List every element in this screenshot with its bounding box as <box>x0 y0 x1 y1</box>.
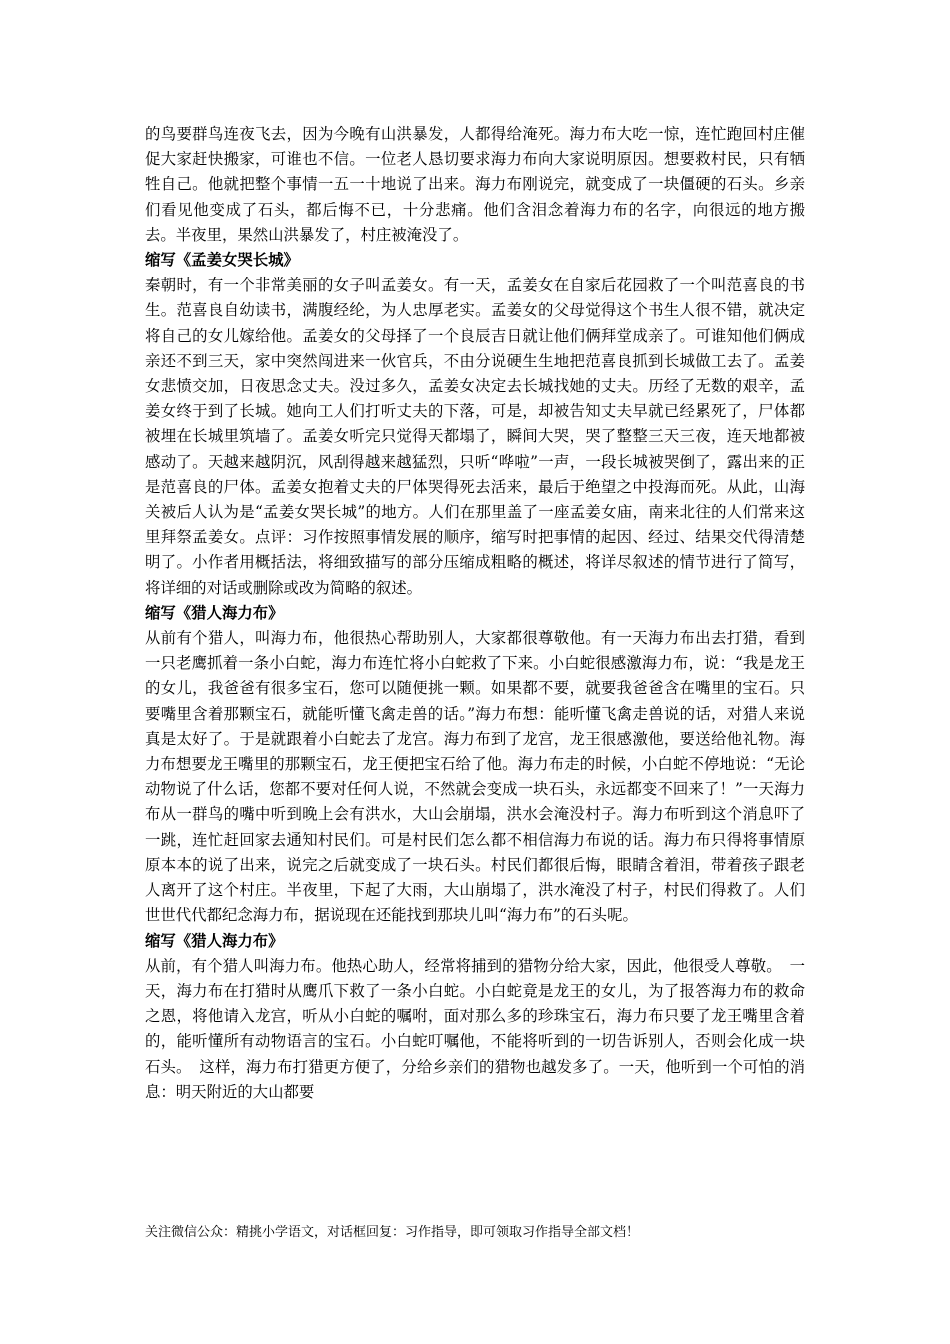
section-heading-hailibu-1: 缩写《猎人海力布》 <box>145 603 284 622</box>
section-heading-hailibu-2: 缩写《猎人海力布》 <box>145 931 284 950</box>
paragraph-hailibu-2: 从前，有个猎人叫海力布。他热心助人，经常将捕到的猎物分给大家，因此，他很受人尊敬。 一天，海力布在打猎时从鹰爪下救了一条小白蛇。小白蛇竟是龙王的女儿，为了报答海力布的救命之恩，将他请入龙宫，听从小白蛇的嘱咐，面对那么多的珍珠宝石，海力布只要了龙王嘴里含着的，能听懂所有动物语言的宝石。小白蛇叮嘱他，不能将听到的一切告诉别人，否则会化成一块石头。 这样，海力布打猎更方便了，分给乡亲们的猎物也越发多了。一天，他听到一个可怕的消息：明天附近的大山都要 <box>145 956 805 1101</box>
paragraph-mengjiangnv: 秦朝时，有一个非常美丽的女子叫孟姜女。有一天，孟姜女在自家后花园救了一个叫范喜良的书生。范喜良自幼读书，满腹经纶，为人忠厚老实。孟姜女的父母觉得这个书生人很不错，就决定将自己的女儿嫁给他。孟姜女的父母择了一个良辰吉日就让他们俩拜堂成亲了。可谁知他们俩成亲还不到三天，家中突然闯进来一伙官兵，不由分说硬生生地把范喜良抓到长城做工去了。孟姜女悲愤交加，日夜思念丈夫。没过多久，孟姜女决定去长城找她的丈夫。历经了无数的艰辛，孟姜女终于到了长城。她向工人们打听丈夫的下落，可是，却被告知丈夫早就已经累死了，尸体都被埋在长城里筑墙了。孟姜女听完只觉得天都塌了，瞬间大哭，哭了整整三天三夜，连天地都被感动了。天越来越阴沉，风刮得越来越猛烈，只听“哗啦”一声，一段长城被哭倒了，露出来的正是范喜良的尸体。孟姜女抱着丈夫的尸体哭得死去活来，最后于绝望之中投海而死。从此，山海关被后人认为是“孟姜女哭长城”的地方。人们在那里盖了一座孟姜女庙，南来北往的人们常来这里拜祭孟姜女。点评：习作按照事情发展的顺序，缩写时把事情的起因、经过、结果交代得清楚明了。小作者用概括法，将细致描写的部分压缩成粗略的概述，将详尽叙述的情节进行了简写，将详细的对话或删除或改为简略的叙述。 <box>145 276 805 597</box>
section-heading-mengjiangnv: 缩写《孟姜女哭长城》 <box>145 251 299 270</box>
page-footer: 关注微信公众：精挑小学语文，对话框回复：习作指导，即可领取习作指导全部文档！ <box>145 1225 640 1240</box>
paragraph-haili-ending: 的鸟要群鸟连夜飞去，因为今晚有山洪暴发，人都得给淹死。海力布大吃一惊，连忙跑回村庄催促大家赶快搬家，可谁也不信。一位老人恳切要求海力布向大家说明原因。想要救村民，只有牺牲自己。他就把整个事情一五一十地说了出来。海力布刚说完，就变成了一块僵硬的石头。乡亲们看见他变成了石头，都后悔不已，十分悲痛。他们含泪念着海力布的名字，向很远的地方搬去。半夜里，果然山洪暴发了，村庄被淹没了。 <box>145 125 805 244</box>
paragraph-hailibu-1: 从前有个猎人，叫海力布，他很热心帮助别人，大家都很尊敬他。有一天海力布出去打猎，看到一只老鹰抓着一条小白蛇，海力布连忙将小白蛇救了下来。小白蛇很感激海力布，说：“我是龙王的女儿，我爸爸有很多宝石，您可以随便挑一颗。如果都不要，就要我爸爸含在嘴里的宝石。只要嘴里含着那颗宝石，就能听懂飞禽走兽的话。”海力布想：能听懂飞禽走兽说的话，对猎人来说真是太好了。于是就跟着小白蛇去了龙宫。海力布到了龙宫，龙王很感激他，要送给他礼物。海力布想要龙王嘴里的那颗宝石，龙王便把宝石给了他。海力布走的时候，小白蛇不停地说：“无论动物说了什么话，您都不要对任何人说，不然就会变成一块石头，永远都变不回来了！”一天海力布从一群鸟的嘴中听到晚上会有洪水，大山会崩塌，洪水会淹没村子。海力布听到这个消息吓了一跳，连忙赶回家去通知村民们。可是村民们怎么都不相信海力布说的话。海力布只得将事情原原本本的说了出来，说完之后就变成了一块石头。村民们都很后悔，眼睛含着泪，带着孩子跟老人离开了这个村庄。半夜里，下起了大雨，大山崩塌了，洪水淹没了村子，村民们得救了。人们世世代代都纪念海力布，据说现在还能找到那块儿叫“海力布”的石头呢。 <box>145 629 805 925</box>
document-body <box>145 122 805 1105</box>
